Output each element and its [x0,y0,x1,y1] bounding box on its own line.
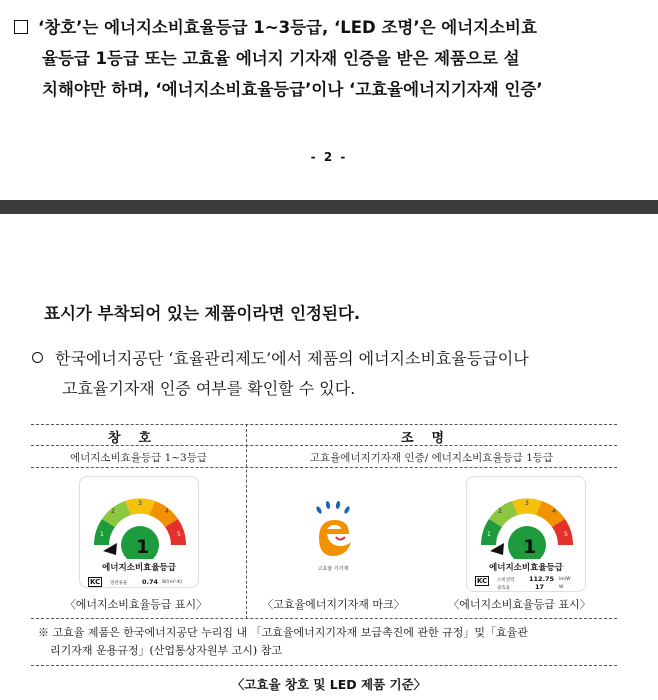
page-number: - 2 - [310,150,348,164]
grade-value: 1 [136,536,150,558]
gauge-tick-4: 4 [552,508,556,515]
gauge-tick-1: 1 [487,531,491,538]
footnote-line-1: ※ 고효율 제품은 한국에너지공단 누리집 내 「고효율에너지기자재 보급촉진에 관한 규정」및「효율관 [38,626,528,639]
header-lighting: 조명 [400,431,463,446]
circle-paragraph [32,344,529,404]
caption-lighting-label: 〈에너지소비효율등급 표시〉 [448,598,591,611]
kc-mark-icon: KC [90,578,101,586]
table-rule-top [31,424,617,425]
sub-windows: 에너지소비효율등급 1~3등급 [69,452,208,464]
gauge-tick-3: 3 [138,500,142,507]
high-efficiency-mark-icon [303,500,363,580]
efficiency-label-windows [79,476,199,588]
label-row-name: 열관류율 [110,581,128,586]
paragraph-line-1 [14,12,644,43]
label-row-name: 광효율 [497,586,511,591]
label-row-unit: W [559,585,564,590]
circle-line-1 [32,344,529,374]
footnote-rule [31,665,617,666]
circle-text-1: 한국에너지공단 ‘효율관리제도’에서 제품의 에너지소비효율등급이나 [55,349,529,368]
gauge-tick-1: 1 [100,531,104,538]
page-top [0,0,658,200]
footnote [38,624,638,660]
paragraph-text-1: ‘창호’는 에너지소비효율등급 1~3등급, ‘LED 조명’은 에너지소비효 [38,18,537,37]
page-divider [0,200,658,214]
checkbox-bullet-icon [14,20,28,34]
table-rule-bottom [31,618,617,619]
label-row-value: 112.75 [529,575,555,583]
gauge-tick-4: 4 [165,508,169,515]
label-row-value: 17 [535,583,545,591]
table-rule-sub [31,467,617,468]
label-row-value: 0.74 [142,578,159,586]
header-windows: 창호 [107,431,170,446]
label-row-unit: W/(m²·K) [162,580,183,585]
hee-mark-text: 고효율 기자재 [317,566,349,572]
caption-hee-mark: 〈고효율에너지기자재 마크〉 [262,598,405,611]
grade-value: 1 [523,536,537,558]
label-row-name: 소비전력 [497,578,515,583]
kc-mark-icon: KC [477,577,488,585]
label-row-unit: lm/W [559,577,571,582]
paragraph-line-3: 치해야만 하며, ‘에너지소비효율등급’이나 ‘고효율에너지기자재 인증’ [42,80,543,99]
continued-line: 표시가 부착되어 있는 제품이라면 인정된다. [44,304,361,323]
gauge-tick-5: 5 [564,531,568,538]
paragraph-line-2: 율등급 1등급 또는 고효율 에너지 기자재 인증을 받은 제품으로 설 [42,49,520,68]
gauge-icon [80,477,200,559]
page-bottom [0,214,658,700]
circle-bullet-icon [32,352,43,363]
checkbox-paragraph [14,12,644,105]
sub-lighting: 고효율에너지기자재 인증/ 에너지소비효율등급 1등급 [309,452,554,464]
label-table [31,424,617,619]
gauge-tick-3: 3 [525,500,529,507]
footnote-line-2: 리기자재 운용규정」(산업통상자원부 고시) 참고 [50,644,282,657]
table-title: 〈고효율 창호 및 LED 제품 기준〉 [231,677,427,692]
gauge-tick-5: 5 [177,531,181,538]
gauge-tick-2: 2 [498,508,502,515]
circle-line-2: 고효율기자재 인증 여부를 확인할 수 있다. [62,379,356,398]
gauge-tick-2: 2 [111,508,115,515]
efficiency-label-lighting [466,476,586,592]
gauge-icon [467,477,587,559]
label-title: 에너지소비효율등급 [102,563,176,573]
label-title: 에너지소비효율등급 [489,563,563,573]
caption-windows-label: 〈에너지소비효율등급 표시〉 [64,598,208,611]
